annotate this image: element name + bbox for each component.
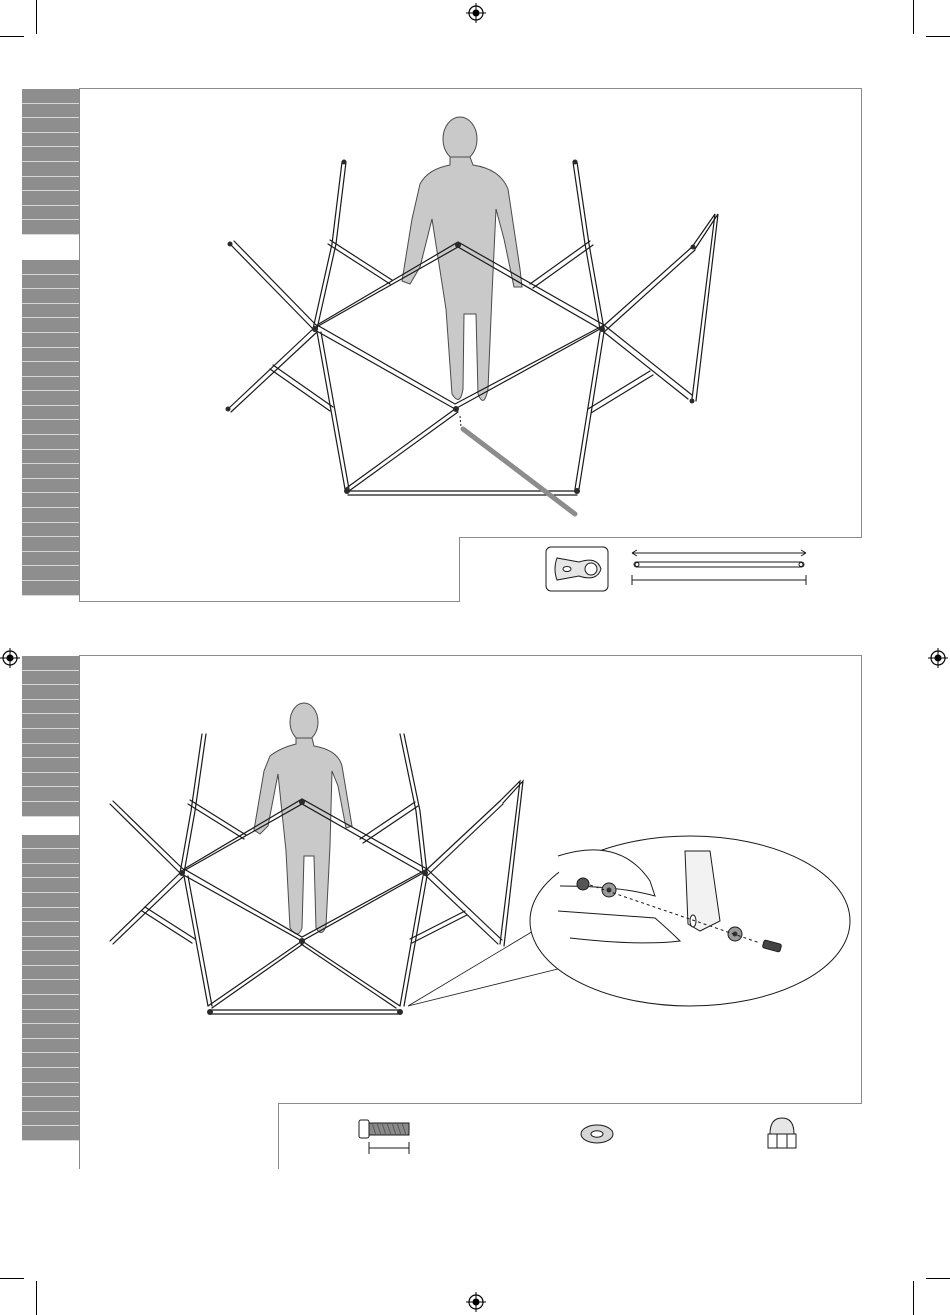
section-tab: [22, 1024, 79, 1039]
step-a-parts-box: [459, 537, 862, 602]
rod-length-icon: [628, 548, 813, 590]
section-tab: [22, 289, 79, 304]
section-tab: [22, 304, 79, 319]
section-tab: [22, 523, 79, 538]
section-tab: [22, 980, 79, 995]
section-tab: [22, 220, 79, 235]
cap-nut-icon: [765, 1114, 799, 1154]
section-tab: [22, 206, 79, 221]
section-tab: [22, 420, 79, 435]
section-tab: [22, 1083, 79, 1098]
section-tab: [22, 937, 79, 952]
section-tab: [22, 464, 79, 479]
section-tab: [22, 1097, 79, 1112]
section-tab: [22, 908, 79, 923]
section-tab: [22, 260, 79, 275]
section-tab: [22, 177, 79, 192]
crop-mark: [926, 36, 950, 37]
section-tab: [22, 377, 79, 392]
section-tab: [22, 922, 79, 937]
washer-icon: [579, 1122, 615, 1146]
section-tab: [22, 348, 79, 363]
section-tab: [22, 318, 79, 333]
crop-mark: [913, 1281, 914, 1315]
crop-mark: [36, 0, 37, 34]
registration-mark-icon: [466, 1292, 486, 1312]
step-b-tab-strip: [22, 656, 79, 1141]
bolt-assembly-detail: [530, 836, 850, 1006]
section-tab: [22, 1010, 79, 1025]
section-tab: [22, 1126, 79, 1141]
section-tab: [22, 391, 79, 406]
section-tab: [22, 147, 79, 162]
section-tab: [22, 1068, 79, 1083]
section-tab: [22, 656, 79, 671]
section-tab: [22, 951, 79, 966]
section-tab: [22, 802, 79, 817]
section-tab: [22, 714, 79, 729]
rod-end-detail-icon: [545, 546, 609, 592]
step-b-panel: [79, 655, 862, 1169]
section-tab: [22, 893, 79, 908]
section-tab-gap: [22, 817, 79, 835]
registration-mark-icon: [928, 648, 948, 668]
crop-mark: [0, 1278, 24, 1279]
section-tab-gap: [22, 235, 79, 260]
section-tab: [22, 835, 79, 850]
step-a-panel: [79, 88, 862, 602]
section-tab: [22, 700, 79, 715]
section-tab: [22, 118, 79, 133]
section-tab: [22, 566, 79, 581]
section-tab: [22, 878, 79, 893]
section-tab: [22, 849, 79, 864]
section-tab: [22, 133, 79, 148]
section-tab: [22, 787, 79, 802]
section-tab: [22, 1112, 79, 1127]
section-tab: [22, 864, 79, 879]
crop-mark: [36, 1281, 37, 1315]
section-tab: [22, 104, 79, 119]
section-tab: [22, 995, 79, 1010]
step-a-illustration: [80, 89, 861, 601]
step-b-parts-box: [278, 1103, 862, 1169]
section-tab: [22, 362, 79, 377]
section-tab: [22, 758, 79, 773]
person-silhouette-icon: [402, 117, 522, 400]
section-tab: [22, 508, 79, 523]
section-tab: [22, 773, 79, 788]
section-tab: [22, 744, 79, 759]
section-tab: [22, 450, 79, 465]
section-tab: [22, 333, 79, 348]
section-tab: [22, 479, 79, 494]
bolt-icon: [357, 1114, 413, 1158]
section-tab: [22, 406, 79, 421]
section-tab: [22, 685, 79, 700]
section-tab: [22, 89, 79, 104]
section-tab: [22, 435, 79, 450]
section-tab: [22, 275, 79, 290]
crop-mark: [0, 36, 24, 37]
crop-mark: [913, 0, 914, 34]
crop-mark: [926, 1278, 950, 1279]
section-tab: [22, 552, 79, 567]
highlighted-rod: [463, 429, 575, 514]
section-tab: [22, 671, 79, 686]
registration-mark-icon: [0, 648, 20, 668]
section-tab: [22, 162, 79, 177]
section-tab: [22, 966, 79, 981]
section-tab: [22, 1039, 79, 1054]
section-tab: [22, 581, 79, 596]
section-tab: [22, 191, 79, 206]
step-b-illustration: [80, 656, 861, 1168]
registration-mark-icon: [466, 3, 486, 23]
section-tab: [22, 729, 79, 744]
section-tab: [22, 537, 79, 552]
section-tab: [22, 1053, 79, 1068]
section-tab: [22, 493, 79, 508]
step-a-tab-strip: [22, 89, 79, 596]
